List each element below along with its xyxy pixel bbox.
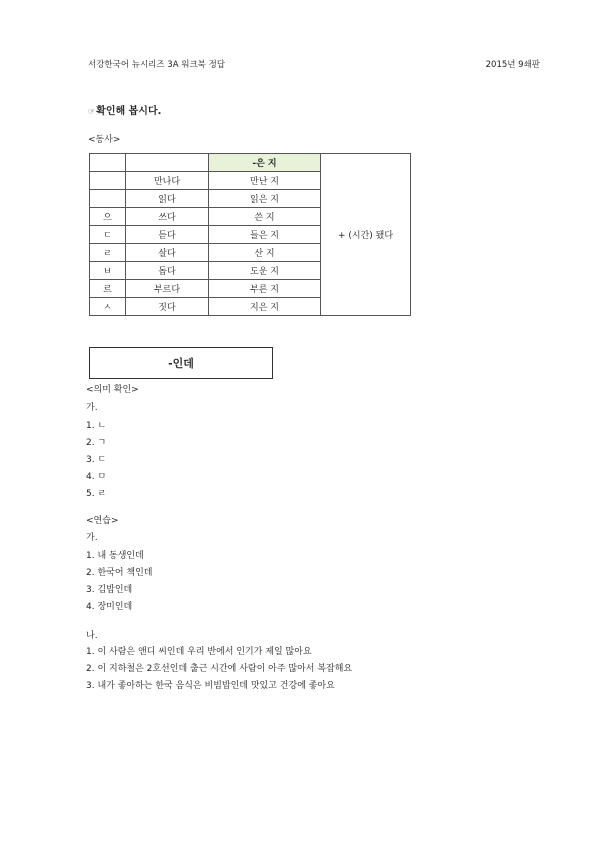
verb-cell: 듣다 — [126, 226, 209, 244]
answer-item: 4. 장미인데 — [86, 602, 133, 612]
answer-item: 2. 한국어 책인데 — [86, 568, 153, 578]
answer-item: 3. ㄷ — [86, 455, 107, 465]
practice-sub-b: 나. — [86, 631, 98, 641]
irregular-cell: ㄷ — [90, 226, 126, 244]
header-edition: 2015년 9쇄판 — [485, 60, 540, 70]
answer-item: 4. ㅁ — [86, 472, 107, 482]
answer-item: 1. ㄴ — [86, 421, 107, 431]
irregular-cell: 으 — [90, 208, 126, 226]
irregular-cell: ㅂ — [90, 262, 126, 280]
answer-item: 2. 이 지하철은 2호선인데 출근 시간에 사람이 아주 많아서 복잡해요 — [86, 664, 353, 674]
verb-cell: 부르다 — [126, 280, 209, 298]
conjugated-cell: 부른 지 — [209, 280, 321, 298]
answer-item: 1. 내 동생인데 — [86, 551, 144, 561]
conjugated-cell: 들은 지 — [209, 226, 321, 244]
merged-result-cell: + (시간) 됐다 — [321, 154, 411, 316]
irregular-cell: ㅅ — [90, 298, 126, 316]
conjugated-cell: 만난 지 — [209, 172, 321, 190]
irregular-cell — [90, 190, 126, 208]
practice-sub-a: 가. — [86, 533, 98, 543]
conjugated-cell: 읽은 지 — [209, 190, 321, 208]
section-title-text: 확인해 봅시다. — [96, 106, 162, 117]
meaning-label: <의미 확인> — [86, 385, 139, 395]
answer-item: 3. 김밥인데 — [86, 585, 133, 595]
answer-item: 2. ㄱ — [86, 438, 107, 448]
grammar-title-box — [89, 347, 273, 379]
irregular-cell — [90, 172, 126, 190]
section-title — [88, 102, 161, 117]
verb-cell: 돕다 — [126, 262, 209, 280]
header-title: 서강한국어 뉴시리즈 3A 워크북 정답 — [88, 60, 225, 70]
grammar-title: -인데 — [168, 357, 194, 370]
meaning-sub: 가. — [86, 403, 98, 413]
pointing-hand-icon: ☞ — [88, 107, 96, 116]
verb-cell: 만나다 — [126, 172, 209, 190]
verb-cell: 짓다 — [126, 298, 209, 316]
verb-cell: 읽다 — [126, 190, 209, 208]
practice-label: <연습> — [86, 516, 119, 526]
conjugation-table — [89, 153, 411, 316]
conjugated-cell: 쓴 지 — [209, 208, 321, 226]
header-cell — [126, 154, 209, 172]
header-cell: -은 지 — [209, 154, 321, 172]
table-header-row — [90, 154, 411, 172]
answer-item: 5. ㄹ — [86, 489, 107, 499]
verb-cell: 쓰다 — [126, 208, 209, 226]
conjugated-cell: 산 지 — [209, 244, 321, 262]
header-cell — [90, 154, 126, 172]
conjugated-cell: 지은 지 — [209, 298, 321, 316]
answer-item: 3. 내가 좋아하는 한국 음식은 비빔밥인데 맛있고 건강에 좋아요 — [86, 681, 335, 691]
answer-item: 1. 이 사람은 앤디 씨인데 우리 반에서 인기가 제일 많아요 — [86, 647, 312, 657]
irregular-cell: 르 — [90, 280, 126, 298]
irregular-cell: ㄹ — [90, 244, 126, 262]
conjugated-cell: 도운 지 — [209, 262, 321, 280]
table-label: <동사> — [88, 135, 121, 145]
verb-cell: 살다 — [126, 244, 209, 262]
